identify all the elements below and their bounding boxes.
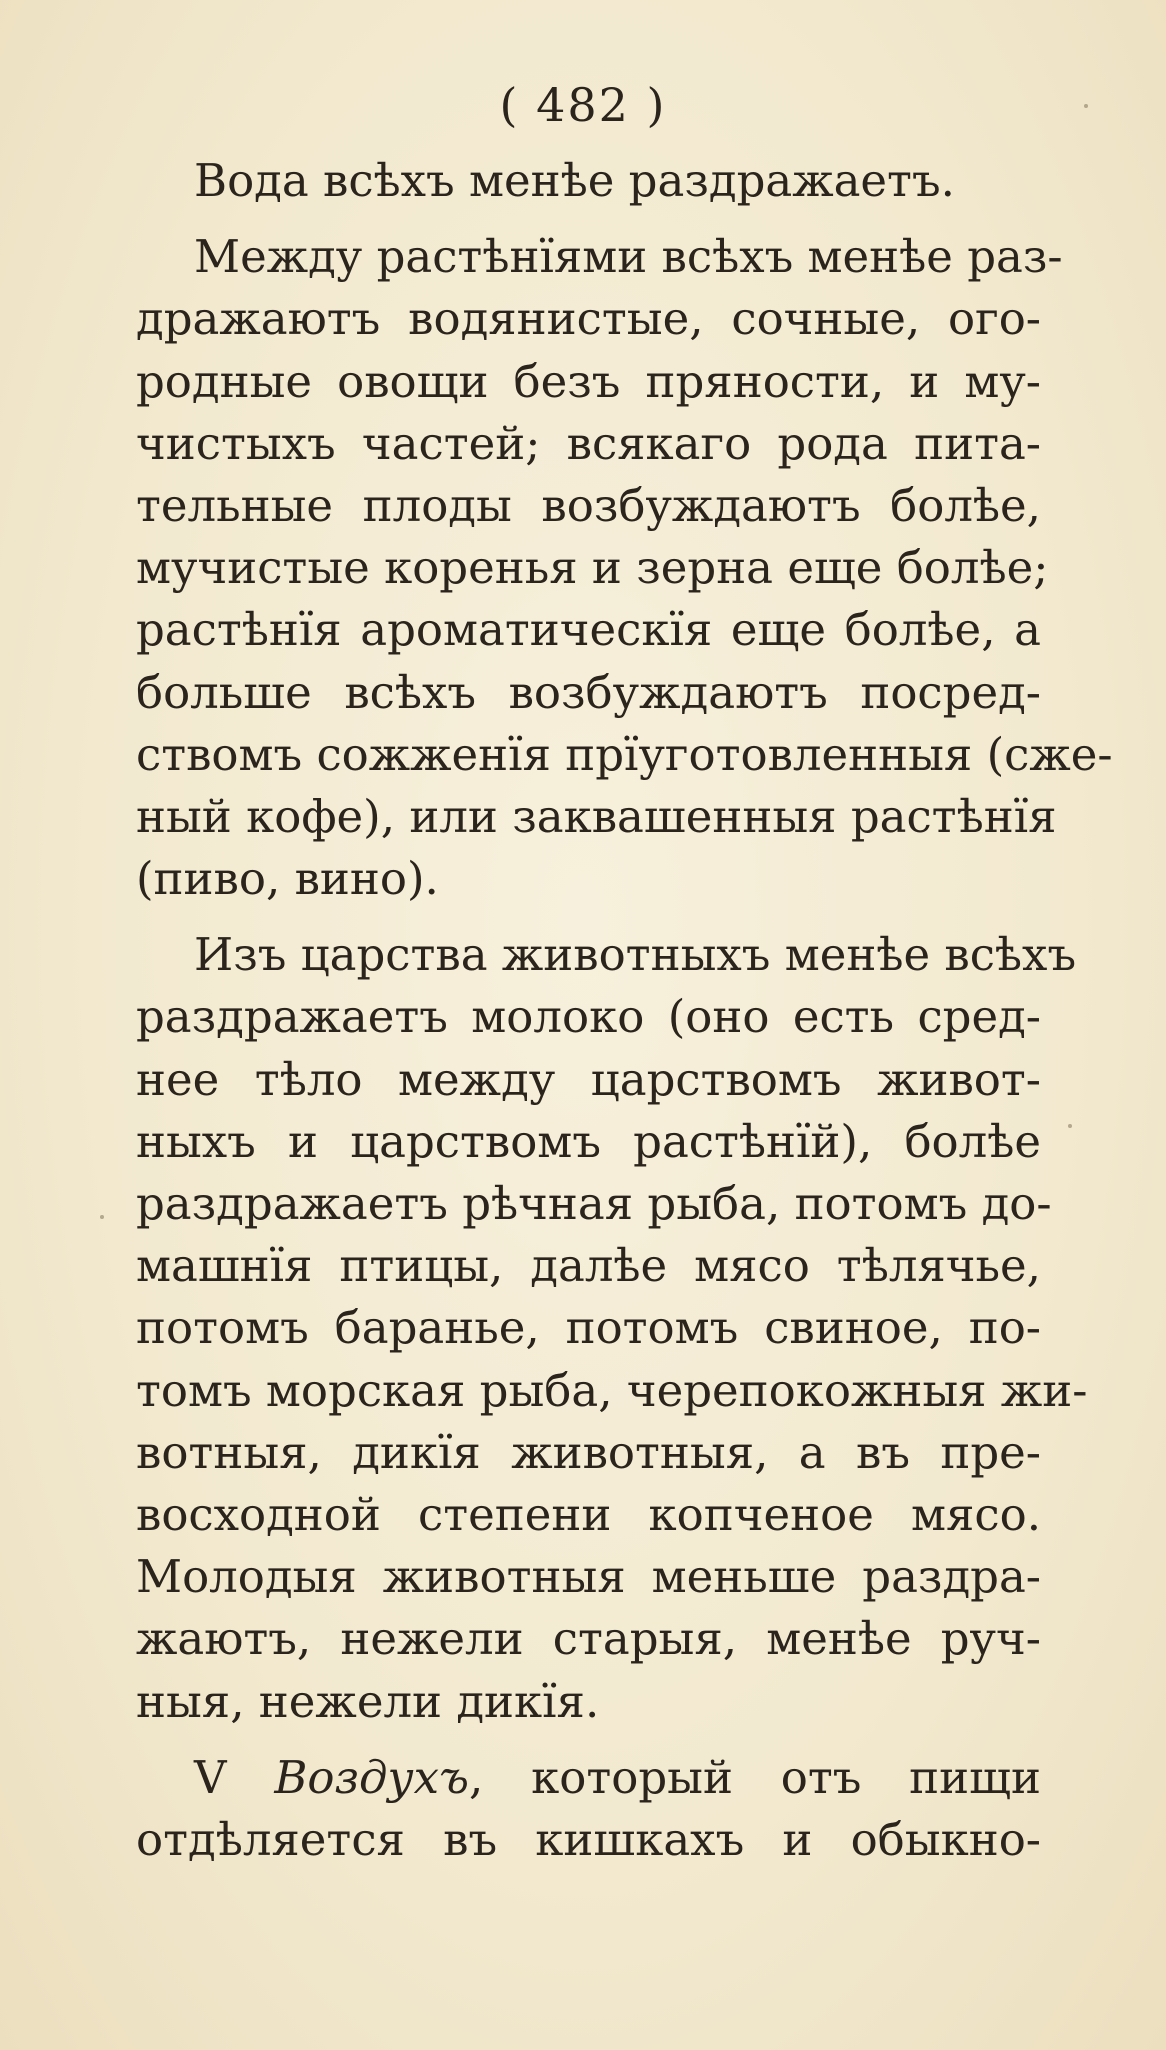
text-line: раздражаетъ рѣчная рыба, потомъ до-: [136, 1177, 1052, 1230]
text-line: отдѣляется въ кишкахъ и обыкно-: [136, 1812, 1041, 1866]
body-text: [136, 150, 1113, 1871]
text-line: мучистые коренья и зерна еще болѣе;: [136, 541, 1049, 595]
text-line: Между растѣнїями всѣхъ менѣе раз-: [194, 230, 1063, 284]
text-line: родные овощи безъ пряности, и му-: [136, 354, 1041, 408]
paper-speck: [1084, 104, 1088, 108]
emphasized-term: Воздухъ: [274, 1750, 470, 1804]
text-line: Изъ царства животныхъ менѣе всѣхъ: [194, 928, 1077, 982]
text-line: восходной степени копченое мясо.: [136, 1487, 1041, 1541]
text-line: Молодыя животныя меньше раздра-: [136, 1550, 1041, 1604]
paper-speck: [100, 1215, 104, 1219]
text-line: ный кофе), или заквашенныя растѣнїя: [136, 789, 1057, 843]
text-line: ныхъ и царствомъ растѣнїй), болѣе: [136, 1114, 1041, 1168]
text-line: томъ морская рыба, черепокожныя жи-: [136, 1363, 1088, 1417]
text-line: потомъ баранье, потомъ свиное, по-: [136, 1301, 1041, 1355]
page-number: ( 482 ): [499, 78, 667, 132]
paper-speck: [1068, 1124, 1072, 1128]
text-line: ныя, нежели дикїя.: [136, 1674, 600, 1728]
text-line: нее тѣло между царствомъ живот-: [136, 1052, 1041, 1106]
text-line: вотныя, дикїя животныя, а въ пре-: [136, 1425, 1041, 1479]
text-line: машнїя птицы, далѣе мясо тѣлячье,: [136, 1239, 1041, 1293]
text-line: раздражаетъ молоко (оно есть сред-: [136, 990, 1041, 1044]
text-line: чистыхъ частей; всякаго рода пита-: [136, 416, 1041, 470]
text-line: растѣнїя ароматическїя еще болѣе, а: [136, 603, 1041, 657]
section-marker: V: [194, 1750, 227, 1804]
text-line: жаютъ, нежели старыя, менѣе руч-: [136, 1612, 1041, 1666]
text-line: [136, 1747, 1041, 1809]
text-line: Вода всѣхъ менѣе раздражаетъ.: [194, 154, 955, 207]
text-line: дражаютъ водянистые, сочные, ого-: [136, 292, 1041, 346]
text-line: тельные плоды возбуждаютъ болѣе,: [136, 478, 1041, 532]
text-line: (пиво, вино).: [136, 852, 439, 906]
text-line: больше всѣхъ возбуждаютъ посред-: [136, 665, 1041, 719]
text-run: , который отъ пищи: [469, 1750, 1041, 1804]
text-line: ствомъ сожженїя прїуготовленныя (сже-: [136, 727, 1113, 781]
